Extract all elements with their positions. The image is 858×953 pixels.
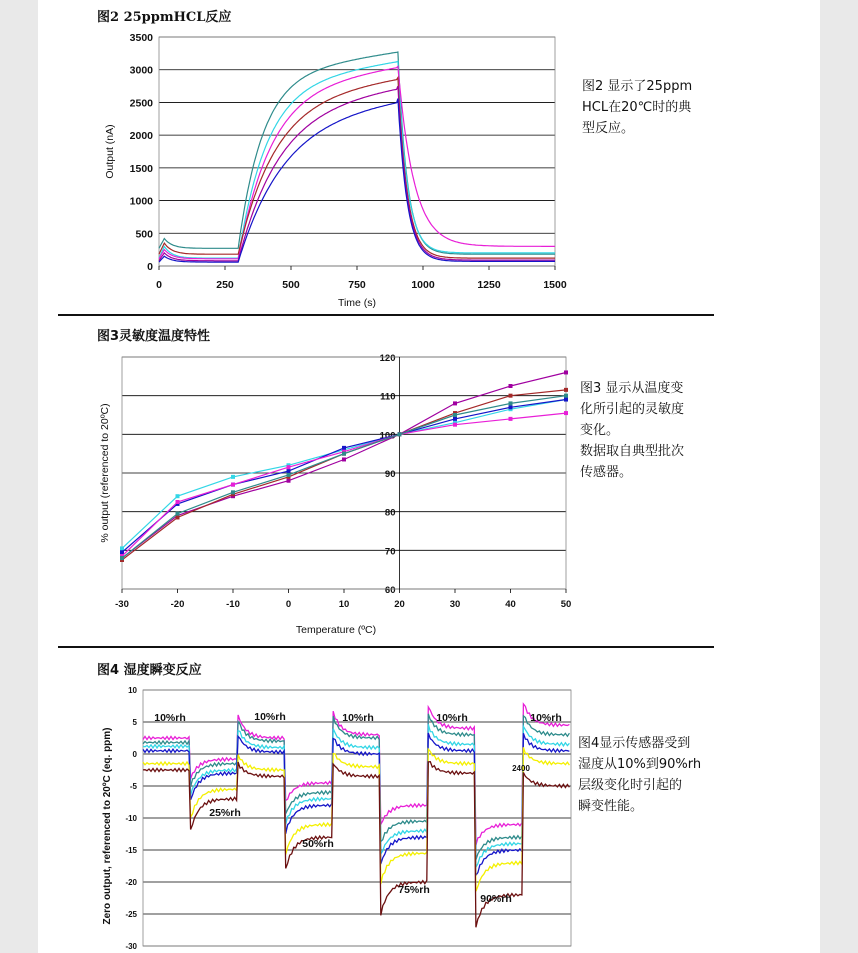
fig4-annotation: 90%rh xyxy=(480,893,512,905)
fig4-annotation: 2400 xyxy=(512,764,530,773)
fig3-note-line: 传感器。 xyxy=(580,465,633,480)
fig2-note xyxy=(582,76,692,139)
fig4-note-line: 瞬变性能。 xyxy=(578,799,644,814)
fig3-y-axis-label: % output (referenced to 20ºC) xyxy=(99,403,111,543)
fig3-x-tick-label: -10 xyxy=(226,599,240,610)
fig2-y-tick-label: 3500 xyxy=(129,32,153,44)
fig3-y-tick-label: 70 xyxy=(384,546,396,558)
fig2-x-axis-label: Time (s) xyxy=(337,297,377,309)
fig3-x-tick-label: 50 xyxy=(560,599,572,610)
fig2-y-axis-label: Output (nA) xyxy=(104,124,116,179)
fig2-x-tick-label: 0 xyxy=(156,279,162,291)
fig3-y-tick-label: 110 xyxy=(380,391,396,403)
fig3-note-line: 图3 显示从温度变 xyxy=(580,381,684,396)
fig2-note-line: 型反应。 xyxy=(582,121,635,136)
fig2-x-tick-label: 500 xyxy=(282,279,300,291)
fig3-y-tick-label: 60 xyxy=(384,585,396,596)
fig3-x-tick-label: -30 xyxy=(115,599,129,610)
fig3-x-axis-label: Temperature (ºC) xyxy=(295,624,377,636)
fig4-annotation: 25%rh xyxy=(209,807,241,819)
fig3-note-line: 化所引起的灵敏度 xyxy=(580,402,685,417)
fig4-y-tick-label: -30 xyxy=(125,942,137,951)
fig4-note-line: 层级变化时引起的 xyxy=(578,778,683,793)
fig3-title: 图3灵敏度温度特性 xyxy=(97,329,211,344)
fig3-note xyxy=(580,378,684,483)
fig2-x-tick-label: 750 xyxy=(348,279,366,291)
fig2-x-tick-label: 1000 xyxy=(411,279,435,291)
fig3-note-line: 数据取自典型批次 xyxy=(580,444,685,459)
fig4-y-tick-label: -15 xyxy=(125,846,137,855)
fig2-title: 图2 25ppmHCL反应 xyxy=(97,10,232,25)
fig4-y-tick-label: 0 xyxy=(132,750,137,759)
fig3-x-tick-label: 30 xyxy=(449,599,461,610)
fig3-y-tick-label: 120 xyxy=(379,353,396,364)
fig2-y-tick-label: 3000 xyxy=(129,64,153,77)
fig4-annotation: 75%rh xyxy=(398,884,430,896)
fig4-note-line: 湿度从10%到90%rh xyxy=(578,757,702,772)
fig2-y-tick-label: 500 xyxy=(135,228,153,241)
fig2-y-tick-label: 2500 xyxy=(129,97,153,110)
fig4-y-tick-label: 10 xyxy=(128,686,137,695)
fig4-annotation: 50%rh xyxy=(302,838,334,850)
fig4-y-axis-label: Zero output, referenced to 20ºC (eq. ppm) xyxy=(102,727,113,925)
fig4-note xyxy=(578,733,701,817)
fig4-annotation: 10%rh xyxy=(342,712,374,724)
fig3-x-tick-label: -20 xyxy=(170,599,185,610)
section-divider xyxy=(58,314,714,316)
fig2-note-line: 图2 显示了25ppm xyxy=(582,79,693,94)
fig4-note-line: 图4显示传感器受到 xyxy=(578,736,691,751)
fig3-y-tick-label: 80 xyxy=(384,507,396,519)
fig4-annotation: 10%rh xyxy=(530,712,562,724)
fig2-y-tick-label: 2000 xyxy=(129,130,153,143)
fig3-x-tick-label: 40 xyxy=(505,599,516,610)
fig3-x-tick-label: 20 xyxy=(394,599,405,610)
fig2-x-tick-label: 250 xyxy=(216,279,234,291)
fig2-y-tick-label: 1500 xyxy=(129,162,153,175)
fig2-x-tick-label: 1250 xyxy=(477,279,501,291)
fig4-title: 图4 湿度瞬变反应 xyxy=(97,663,202,678)
fig2-note-line: HCL在20℃时的典 xyxy=(582,100,692,115)
section-divider xyxy=(58,646,714,648)
fig3-x-tick-label: 10 xyxy=(338,599,350,610)
fig4-y-tick-label: -5 xyxy=(129,782,137,791)
fig4-annotation: 10%rh xyxy=(154,712,186,724)
fig4-annotation: 10%rh xyxy=(254,711,286,723)
fig4-annotation: 10%rh xyxy=(436,712,468,724)
fig4-y-tick-label: 5 xyxy=(132,718,137,727)
fig3-note-line: 变化。 xyxy=(580,423,620,438)
fig4-y-tick-label: -10 xyxy=(125,814,137,823)
fig3-y-tick-label: 90 xyxy=(384,469,396,480)
fig4-y-tick-label: -20 xyxy=(125,878,137,887)
fig2-y-tick-label: 1000 xyxy=(129,195,153,208)
fig2-x-tick-label: 1500 xyxy=(543,279,567,291)
fig3-x-tick-label: 0 xyxy=(285,599,292,610)
fig4-y-tick-label: -25 xyxy=(125,910,137,919)
fig3-y-tick-label: 100 xyxy=(379,430,396,442)
document-page xyxy=(38,0,820,953)
fig2-y-tick-label: 0 xyxy=(147,261,153,273)
